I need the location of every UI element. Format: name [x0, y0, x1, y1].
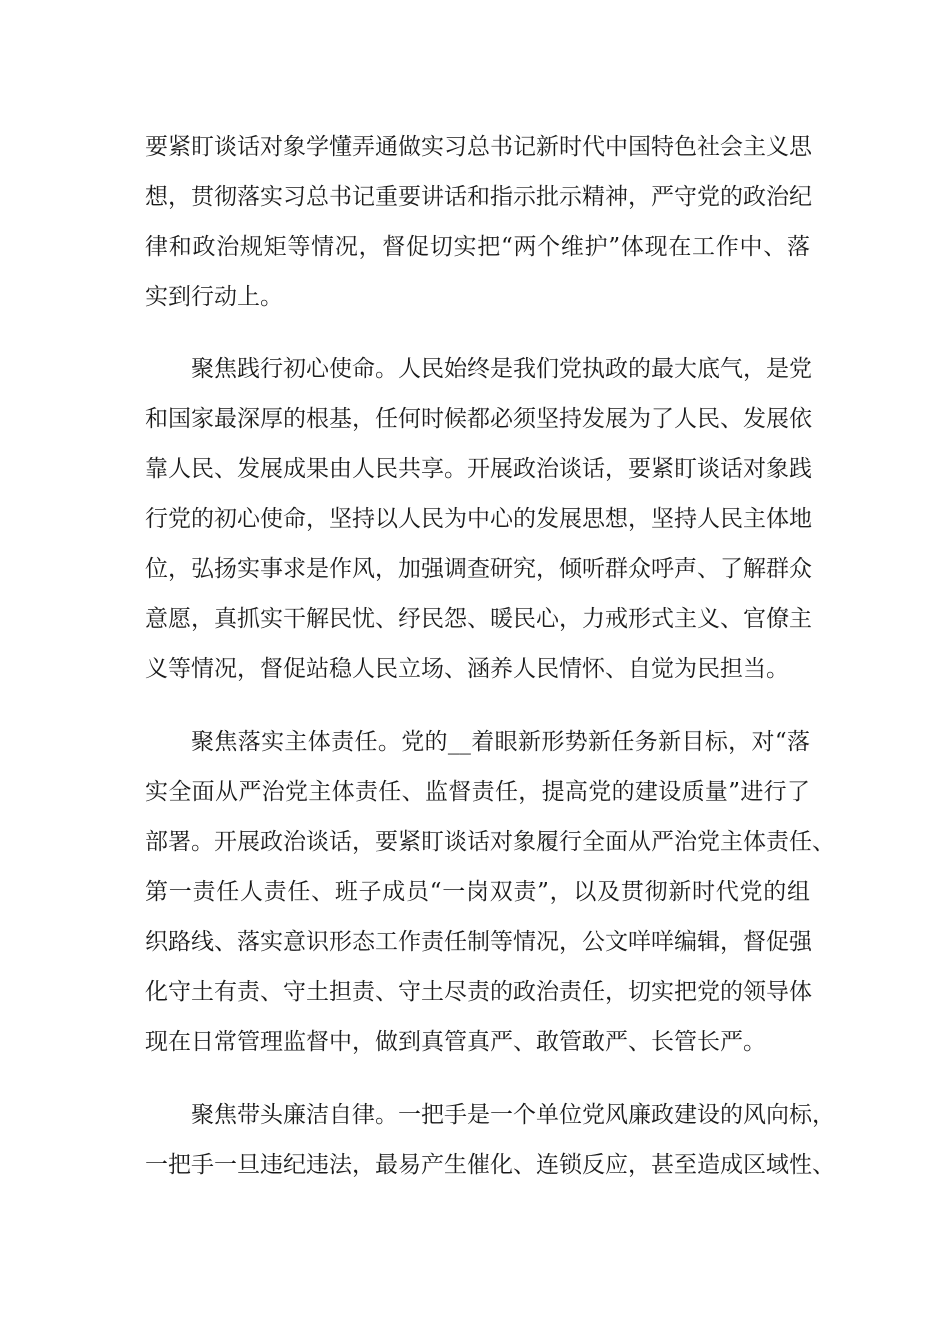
text-line: 现在日常管理监督中，做到真管真严、敢管敢严、长管长严。: [145, 1029, 766, 1055]
text-line: 化守土有责、守土担责、守土尽责的政治责任，切实把党的领导体: [145, 979, 812, 1005]
text-line: 要紧盯谈话对象学懂弄通做实习总书记新时代中国特色社会主义思: [145, 134, 812, 160]
text-line: 聚焦带头廉洁自律。一把手是一个单位党风廉政建设的风向标，: [191, 1102, 835, 1128]
text-line: 位，弘扬实事求是作风，加强调查研究，倾听群众呼声、了解群众: [145, 556, 812, 582]
text-line: 靠人民、发展成果由人民共享。开展政治谈话，要紧盯谈话对象践: [145, 456, 812, 482]
text-line: 意愿，真抓实干解民忧、纾民怨、暖民心，力戒形式主义、官僚主: [145, 606, 812, 632]
text-line: 聚焦践行初心使命。人民始终是我们党执政的最大底气，是党: [191, 356, 812, 382]
text-line: 一把手一旦违纪违法，最易产生催化、连锁反应，甚至造成区域性、: [145, 1152, 835, 1178]
text-line: 义等情况，督促站稳人民立场、涵养人民情怀、自觉为民担当。: [145, 656, 789, 682]
text-line: 第一责任人责任、班子成员“一岗双责”，以及贯彻新时代党的组: [145, 879, 810, 905]
text-line: 实到行动上。: [145, 284, 283, 310]
text-line: 部署。开展政治谈话，要紧盯谈话对象履行全面从严治党主体责任、: [145, 829, 835, 855]
text-line: 律和政治规矩等情况，督促切实把“两个维护”体现在工作中、落: [145, 234, 810, 260]
text-line: 聚焦落实主体责任。党的__着眼新形势新任务新目标，对“落: [191, 729, 810, 755]
text-line: 想，贯彻落实习总书记重要讲话和指示批示精神，严守党的政治纪: [145, 184, 812, 210]
text-line: 行党的初心使命，坚持以人民为中心的发展思想，坚持人民主体地: [145, 506, 812, 532]
text-line: 实全面从严治党主体责任、监督责任，提高党的建设质量”进行了: [145, 779, 810, 805]
text-line: 和国家最深厚的根基，任何时候都必须坚持发展为了人民、发展依: [145, 406, 812, 432]
text-line: 织路线、落实意识形态工作责任制等情况，公文咩咩编辑，督促强: [145, 929, 812, 955]
